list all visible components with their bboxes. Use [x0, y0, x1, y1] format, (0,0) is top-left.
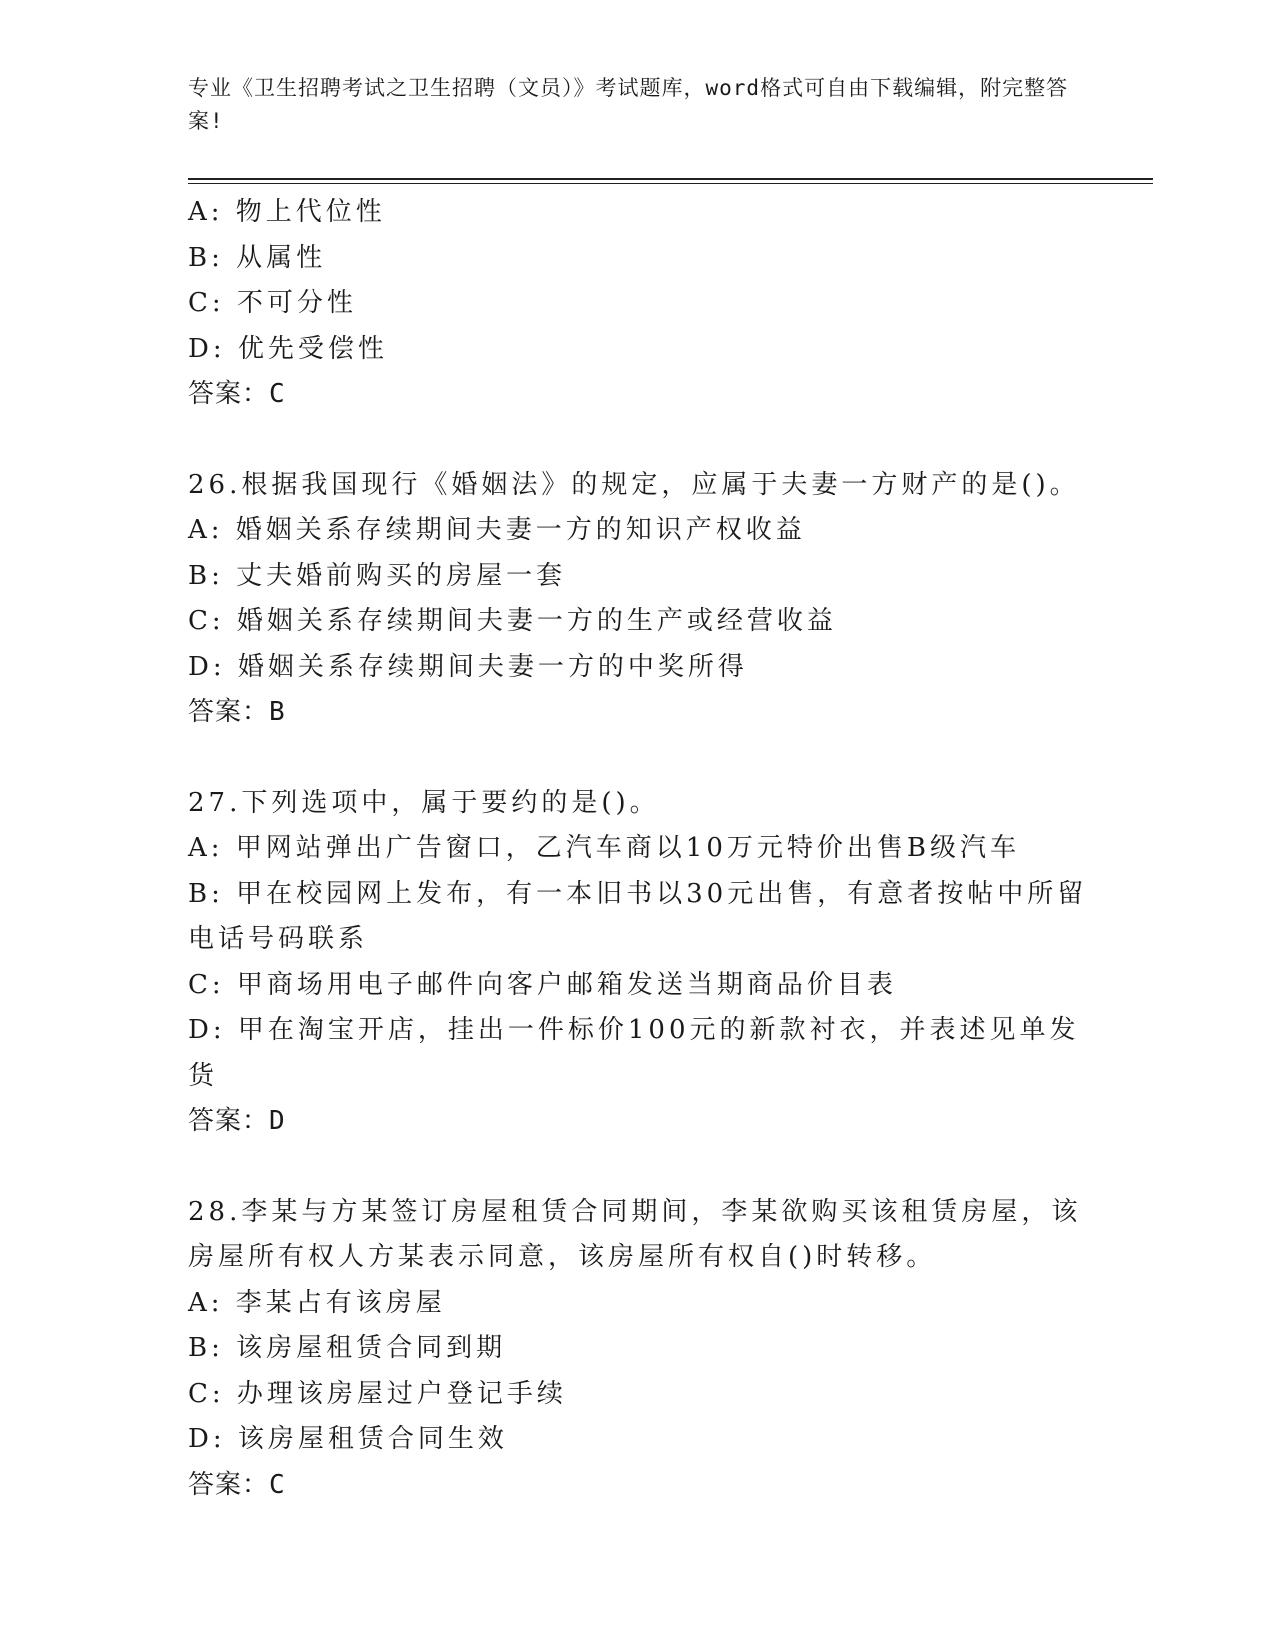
question-block-continued: [188, 190, 1088, 418]
question-stem: 26.根据我国现行《婚姻法》的规定，应属于夫妻一方财产的是()。: [188, 469, 1080, 500]
answer-value: B: [269, 697, 286, 727]
question-stem: 27.下列选项中，属于要约的是()。: [188, 787, 660, 818]
question-block: [188, 463, 1088, 736]
option-a: A: 李某占有该房屋: [188, 1287, 446, 1318]
option-c: C: 甲商场用电子邮件向客户邮箱发送当期商品价目表: [188, 969, 897, 1000]
question-list: [188, 190, 1088, 1508]
option-b: B: 丈夫婚前购买的房屋一套: [188, 560, 567, 591]
option-b: B: 从属性: [188, 242, 327, 273]
answer-value: D: [269, 1106, 286, 1136]
answer-line: [188, 1463, 1088, 1509]
option-b: B: 甲在校园网上发布，有一本旧书以30元出售，有意者按帖中所留电话号码联系: [188, 878, 1088, 954]
option-c: C: 办理该房屋过户登记手续: [188, 1378, 567, 1409]
option-d: D: 该房屋租赁合同生效: [188, 1424, 508, 1454]
answer-line: [188, 1099, 1088, 1145]
option-a: A: 物上代位性: [188, 197, 386, 227]
answer-label: 答案：: [188, 697, 270, 727]
document-header: 专业《卫生招聘考试之卫生招聘（文员）》考试题库，word格式可自由下载编辑，附完整答案!: [188, 76, 1069, 133]
header-rule-thick: [188, 178, 1153, 180]
option-a: A: 甲网站弹出广告窗口，乙汽车商以10万元特价出售B级汽车: [188, 833, 1020, 863]
option-d: D: 优先受偿性: [188, 333, 388, 364]
answer-label: 答案：: [188, 1469, 270, 1500]
answer-value: C: [269, 379, 286, 409]
answer-value: C: [269, 1469, 286, 1500]
header-rule-thin: [188, 183, 1153, 184]
option-c: C: 婚姻关系存续期间夫妻一方的生产或经营收益: [188, 606, 837, 636]
option-a: A: 婚姻关系存续期间夫妻一方的知识产权收益: [188, 515, 806, 545]
question-stem: 28.李某与方某签订房屋租赁合同期间，李某欲购买该租赁房屋，该房屋所有权人方某表示同意，该房屋所有权自()时转移。: [188, 1196, 1082, 1272]
answer-label: 答案：: [188, 379, 270, 409]
question-block: [188, 1190, 1088, 1509]
question-block: [188, 781, 1088, 1145]
answer-line: [188, 690, 1088, 736]
option-c: C: 不可分性: [188, 288, 357, 318]
option-b: B: 该房屋租赁合同到期: [188, 1333, 507, 1363]
answer-label: 答案：: [188, 1106, 270, 1136]
option-d: D: 婚姻关系存续期间夫妻一方的中奖所得: [188, 651, 748, 682]
option-d: D: 甲在淘宝开店，挂出一件标价100元的新款衬衣，并表述见单发货: [188, 1015, 1080, 1091]
answer-line: [188, 372, 1088, 418]
